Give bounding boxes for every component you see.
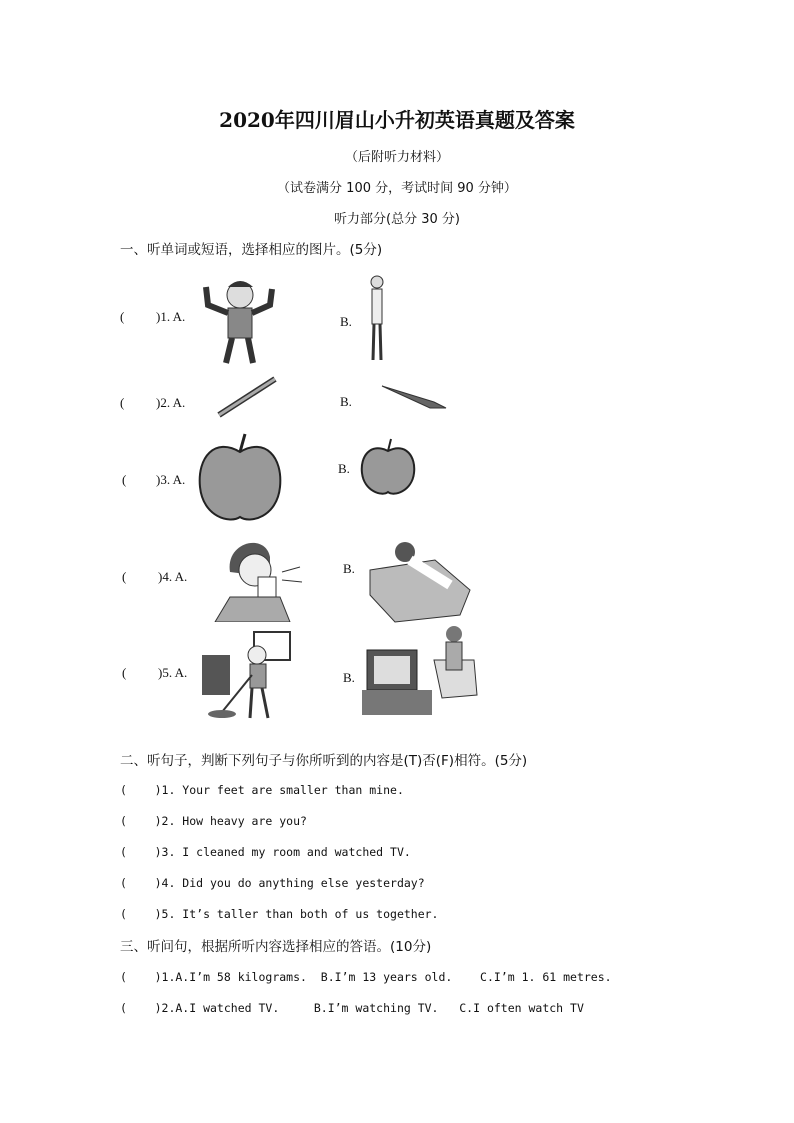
page-title: 2020年四川眉山小升初英语真题及答案 — [219, 108, 575, 132]
question-label: )2. A. — [156, 395, 186, 410]
long-pencil-image — [215, 375, 280, 420]
tf-question-3: ( )3. I cleaned my room and watched TV. — [120, 845, 411, 859]
subtitle-score: （试卷满分 100 分，考试时间 90 分钟） — [277, 181, 517, 196]
answer-paren[interactable]: ( — [120, 395, 125, 410]
section3-heading: 三、听问句，根据所听内容选择相应的答语。(10分) — [120, 939, 432, 955]
big-apple-image — [195, 432, 285, 524]
short-pencil-image — [378, 380, 450, 412]
tf-question-2: ( )2. How heavy are you? — [120, 814, 307, 828]
boy-watching-tv-image — [362, 620, 480, 716]
answer-paren[interactable]: ( — [122, 472, 127, 487]
subtitle-note: （后附听力材料） — [344, 150, 449, 165]
option-b-label: B. — [340, 394, 352, 409]
choice-question-1: ( )1.A.I’m 58 kilograms. B.I’m 13 years old. C.I’m 1. 61 metres. — [120, 970, 612, 984]
section1-heading: 一、听单词或短语，选择相应的图片。(5分) — [120, 242, 383, 258]
choice-question-2: ( )2.A.I watched TV. B.I’m watching TV. C.I often watch TV — [120, 1001, 584, 1015]
option-b-label: B. — [338, 461, 350, 476]
strong-boy-image — [198, 275, 280, 370]
answer-paren[interactable]: ( — [120, 309, 125, 324]
question-label: )4. A. — [158, 569, 188, 584]
boy-sweeping-image — [202, 630, 297, 725]
option-b-label: B. — [343, 561, 355, 576]
option-b-label: B. — [343, 670, 355, 685]
thin-man-image — [362, 274, 392, 364]
question-label: )3. A. — [156, 472, 186, 487]
tf-question-4: ( )4. Did you do anything else yesterday? — [120, 876, 425, 890]
tf-question-5: ( )5. It’s taller than both of us together. — [120, 907, 439, 921]
subtitle-listening: 听力部分(总分 30 分) — [334, 212, 460, 227]
sleeping-person-image — [365, 530, 475, 625]
option-b-label: B. — [340, 314, 352, 329]
small-apple-image — [358, 437, 418, 497]
answer-paren[interactable]: ( — [122, 569, 127, 584]
sneezing-woman-image — [210, 532, 305, 622]
question-label: )1. A. — [156, 309, 186, 324]
section2-heading: 二、听句子，判断下列句子与你所听到的内容是(T)否(F)相符。(5分) — [120, 753, 528, 769]
tf-question-1: ( )1. Your feet are smaller than mine. — [120, 783, 404, 797]
question-label: )5. A. — [158, 665, 188, 680]
answer-paren[interactable]: ( — [122, 665, 127, 680]
